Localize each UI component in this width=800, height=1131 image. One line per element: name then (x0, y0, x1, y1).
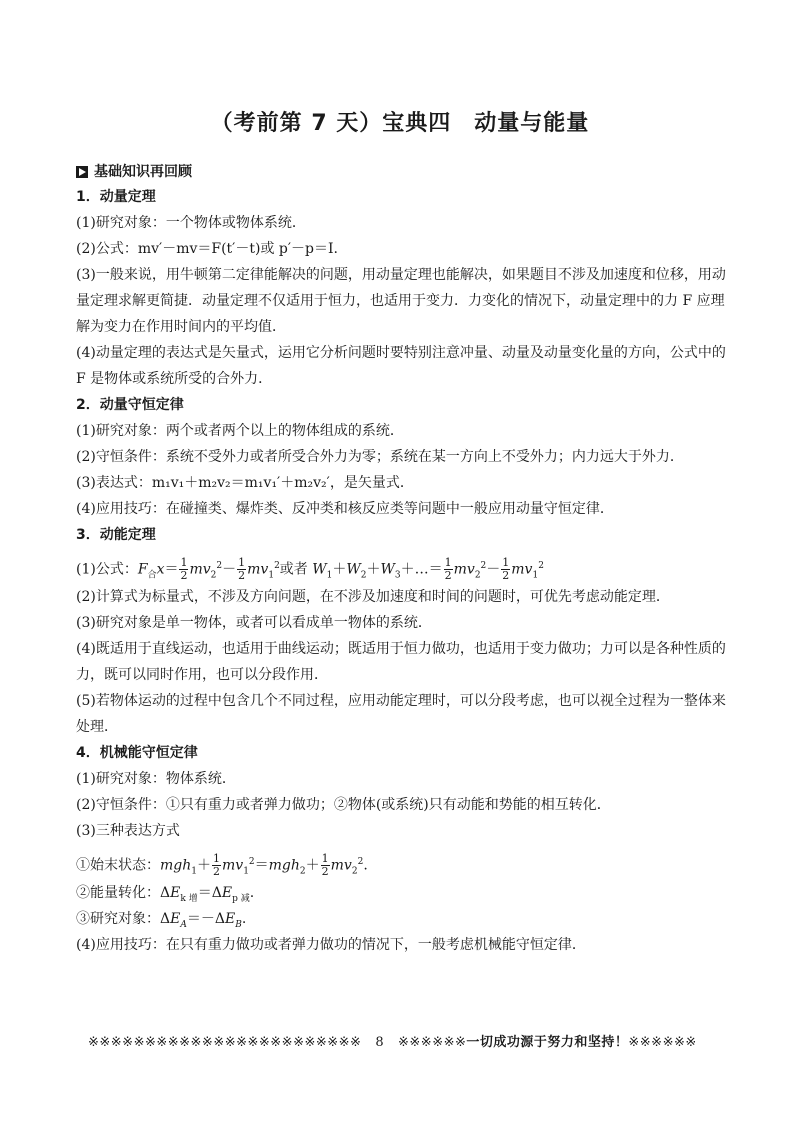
paragraph: (1)研究对象：一个物体或物体系统． (76, 215, 306, 231)
footer-marks-left: ※※※※※※※※※※※※※※※※※※※※※※※※ (88, 1035, 362, 1050)
fraction-half: $\frac{1}{2}$ (502, 556, 510, 583)
section-label (76, 160, 730, 184)
content-body (76, 160, 730, 958)
formula-research-object: ③研究对象：$\Delta E_A=-\Delta E_B$. (76, 911, 247, 930)
paragraph: 解为变力在作用时间内的平均值． (76, 319, 286, 335)
paragraph: (2)计算式为标量式，不涉及方向问题，在不涉及加速度和时间的问题时，可优先考虑动能定理． (76, 589, 670, 605)
play-icon (76, 166, 88, 178)
formula-momentum: (2)公式：mv′－mv＝F(t′－t)或 p′－p＝I. (76, 241, 338, 257)
paragraph: (4)既适用于直线运动，也适用于曲线运动；既适用于恒力做功，也适用于变力做功；力可以是各种性质的 (76, 641, 726, 657)
formula-conservation: (3)表达式：m₁v₁＋m₂v₂＝m₁v₁′＋m₂v₂′，是矢量式． (76, 475, 414, 491)
footer-marks-end: ※※※※※※ (628, 1035, 697, 1050)
paragraph: (2)守恒条件：系统不受外力或者所受合外力为零；系统在某一方向上不受外力；内力远大于外力． (76, 449, 684, 465)
fraction-half: $\frac{1}{2}$ (444, 556, 452, 583)
paragraph: 处理． (76, 719, 118, 735)
page-title: （考前第 7 天）宝典四 动量与能量 (210, 111, 590, 136)
fraction-half: $\frac{1}{2}$ (180, 556, 188, 583)
paragraph: (3)研究对象是单一物体，或者可以看成单一物体的系统． (76, 615, 432, 631)
heading-kinetic-energy-theorem: 3．动能定理 (76, 527, 156, 543)
paragraph: (3)三种表达方式 (76, 823, 180, 839)
paragraph: 量定理求解更简捷．动量定理不仅适用于恒力，也适用于变力．力变化的情况下，动量定理中的力 F 应理 (76, 293, 725, 309)
section-label-text: 基础知识再回顾 (94, 164, 192, 180)
paragraph: (3)一般来说，用牛顿第二定律能解决的问题，用动量定理也能解决，如果题目不涉及加速度和位移，用动 (76, 267, 726, 283)
paragraph: (4)应用技巧：在只有重力做功或者弹力做功的情况下，一般考虑机械能守恒定律． (76, 937, 586, 953)
footer-marks-right: ※※※※※※ (398, 1035, 467, 1050)
formula-energy-conversion: ②能量转化：$\Delta E_{k 增}=\Delta E_{p 减}$. (76, 885, 255, 904)
page-number: 8 (375, 1035, 385, 1050)
heading-momentum-conservation: 2．动量守恒定律 (76, 397, 184, 413)
paragraph: (1)研究对象：两个或者两个以上的物体组成的系统． (76, 423, 404, 439)
paragraph: (4)应用技巧：在碰撞类、爆炸类、反冲类和核反应类等问题中一般应用动量守恒定律． (76, 501, 614, 517)
paragraph: (4)动量定理的表达式是矢量式，运用它分析问题时要特别注意冲量、动量及动量变化量的方向，公式中的 (76, 345, 726, 361)
footer-motto: 一切成功源于努力和坚持！ (466, 1035, 629, 1050)
formula-initial-final-state: ①始末状态：mgh$_1$＋ $\frac{1}{2}$ $mv_1^2=mgh_2+$ $\frac{1}{2}$ $mv_2^2$. (76, 852, 368, 879)
fraction-half: $\frac{1}{2}$ (238, 556, 246, 583)
page-footer (88, 1031, 728, 1050)
paragraph: (5)若物体运动的过程中包含几个不同过程，应用动能定理时，可以分段考虑，也可以视全过程为一整体来 (76, 693, 726, 709)
fraction-half: $\frac{1}{2}$ (213, 852, 220, 879)
formula-kinetic-energy: (1)公式：$F_合x=$ $\frac{1}{2}$ $mv_2^2-$ $\frac{1}{2}$ $mv_1^2$或者 $W_1+W_2+W_3+\dots=$ $\frac{1}{2}$ $mv_2^2-$ $\frac{1}{2}$ $mv_1^2$ (76, 556, 544, 583)
paragraph: 力，既可以同时作用，也可以分段作用． (76, 667, 328, 683)
paragraph: (2)守恒条件：①只有重力或者弹力做功；②物体(或系统)只有动能和势能的相互转化． (76, 797, 611, 813)
paragraph: (1)研究对象：物体系统． (76, 771, 236, 787)
fraction-half: $\frac{1}{2}$ (321, 852, 329, 879)
paragraph: F 是物体或系统所受的合外力． (76, 371, 273, 387)
heading-mechanical-energy-conservation: 4．机械能守恒定律 (76, 745, 198, 761)
heading-momentum-theorem: 1．动量定理 (76, 189, 156, 205)
